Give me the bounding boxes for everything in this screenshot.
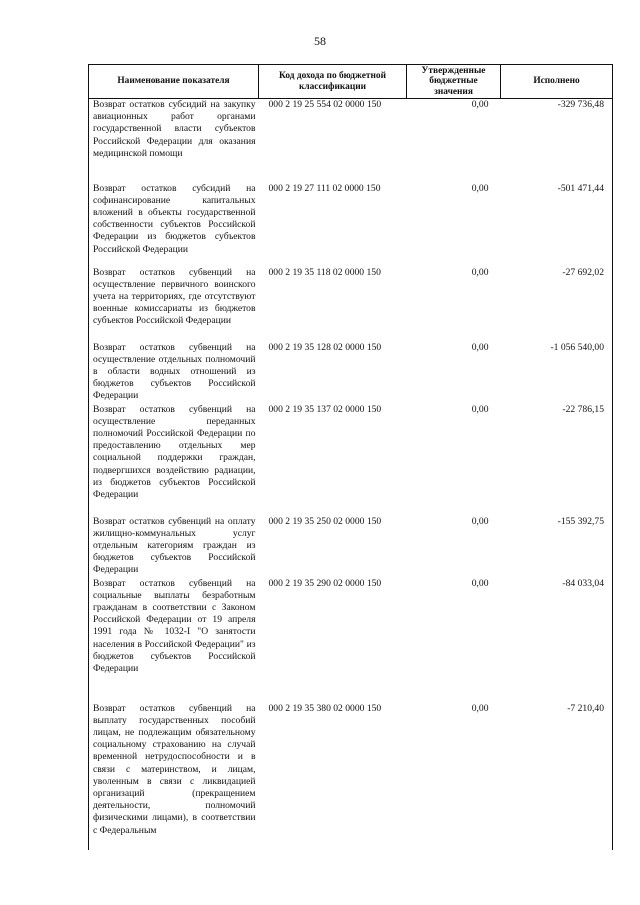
header-approved: Утвержденные бюджетные значения	[407, 65, 501, 99]
row-name-cell: Возврат остатков субвенций на оплату жилищно-коммунальных услуг отдельным категориям граждан из бюджетов субъектов Российской Федерации	[89, 516, 259, 578]
row-name-cell: Возврат остатков субвенций на социальные выплаты безработным гражданам в соответствии с Законом Российской Федерации от 19 апреля 1991 года № 1032-I "О занятости населения в Российской Федерации" из бюджетов субъектов Российской Федерации	[89, 578, 259, 703]
row-code-cell: 000 2 19 25 554 02 0000 150	[268, 99, 382, 110]
row-approved-cell: 0,00	[471, 266, 489, 278]
row-name-cell: Возврат остатков субвенций на выплату государственных пособий лицам, не подлежащим обязательному социальному страхованию на случай временной нетрудоспособности и в связи с материнством, и лицам, уволенным в связи с ликвидацией организаций (прекращением деятельности, полномочий физическими лицами), в соответствии с Федеральным	[89, 703, 259, 850]
row-code-cell: 000 2 19 27 111 02 0000 150	[268, 182, 381, 194]
row-executed-cell: -329 736,48	[501, 99, 613, 183]
row-executed-cell: -22 786,15	[501, 404, 613, 516]
row-executed-cell: -1 056 540,00	[501, 342, 613, 404]
header-row	[89, 65, 613, 99]
header-executed: Исполнено	[501, 65, 613, 99]
row-code-cell: 000 2 19 35 380 02 0000 150	[268, 702, 382, 714]
row-code-cell: 000 2 19 35 250 02 0000 150	[268, 515, 382, 527]
header-code: Код дохода по бюджетной классификации	[259, 65, 407, 99]
row-executed-cell: -501 471,44	[501, 183, 613, 267]
row-name-cell: Возврат остатков субвенций на осуществление отдельных полномочий в области водных отношений из бюджетов субъектов Российской Федерации	[89, 342, 259, 404]
row-name-cell: Возврат остатков субвенций на осуществление первичного воинского учета на территориях, где отсутствуют военные комиссариаты из бюджетов субъектов Российской Федерации	[89, 267, 259, 342]
row-name-cell: Возврат остатков субсидий на софинансирование капитальных вложений в объекты государственной собственности субъектов Российской Федерации из бюджетов субъектов Российской Федерации	[89, 183, 259, 267]
row-code-cell: 000 2 19 35 290 02 0000 150	[268, 577, 382, 589]
budget-table	[88, 64, 613, 850]
table-row	[89, 516, 613, 578]
table-row	[89, 342, 613, 404]
row-approved-cell: 0,00	[471, 99, 489, 110]
row-name-cell: Возврат остатков субвенций на осуществление переданных полномочий Российской Федерации по предоставлению отдельных мер социальной поддержки граждан, подвергшихся воздействию радиации, из бюджетов субъектов Российской Федерации	[89, 404, 259, 516]
row-code-cell: 000 2 19 35 128 02 0000 150	[268, 341, 382, 353]
row-approved-cell: 0,00	[471, 403, 489, 415]
table-row	[89, 267, 613, 342]
table-row	[89, 99, 613, 183]
row-executed-cell: -84 033,04	[501, 578, 613, 703]
table-row	[89, 703, 613, 850]
table-row	[89, 183, 613, 267]
row-approved-cell: 0,00	[471, 182, 489, 194]
table-row	[89, 578, 613, 703]
header-name: Наименование показателя	[89, 65, 259, 99]
row-approved-cell: 0,00	[471, 515, 489, 527]
row-approved-cell: 0,00	[471, 577, 489, 589]
row-name-cell: Возврат остатков субсидий на закупку авиационных работ органами государственной власти субъектов Российской Федерации для оказания медицинской помощи	[89, 99, 259, 183]
row-code-cell: 000 2 19 35 118 02 0000 150	[268, 266, 381, 278]
page-number: 58	[314, 34, 326, 48]
row-executed-cell: -7 210,40	[501, 703, 613, 850]
row-code-cell: 000 2 19 35 137 02 0000 150	[268, 403, 382, 415]
table-header	[89, 65, 613, 99]
table-row	[89, 404, 613, 516]
row-executed-cell: -27 692,02	[501, 267, 613, 342]
row-approved-cell: 0,00	[471, 341, 489, 353]
table-body	[89, 99, 613, 850]
row-approved-cell: 0,00	[471, 702, 489, 714]
row-executed-cell: -155 392,75	[501, 516, 613, 578]
